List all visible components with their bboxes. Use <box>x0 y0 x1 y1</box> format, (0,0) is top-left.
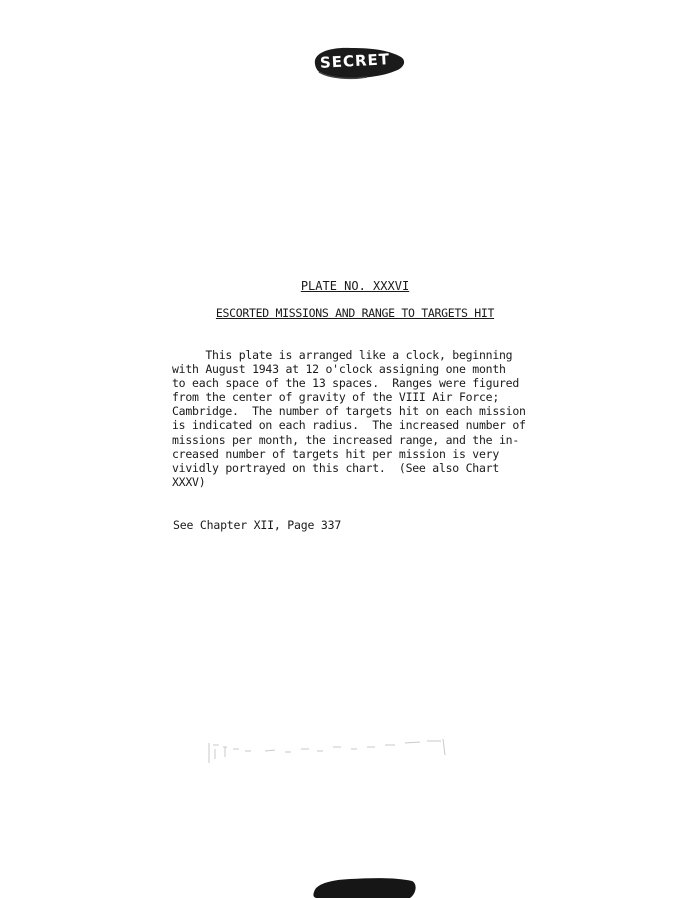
body-line: missions per month, the increased range, and the in- <box>172 432 520 447</box>
body-line: from the center of gravity of the VIII Air Force; <box>172 390 500 405</box>
bottom-ink-blob <box>310 872 418 898</box>
body-line: Cambridge. The number of targets hit on each mission <box>172 404 526 419</box>
body-line: creased number of targets hit per mission is very <box>172 446 500 461</box>
body-line: with August 1943 at 12 o'clock assigning one month <box>172 362 506 377</box>
body-line: XXXV) <box>172 474 206 489</box>
body-line: to each space of the 13 spaces. Ranges were figured <box>172 376 520 391</box>
chapter-reference: See Chapter XII, Page 337 <box>173 518 342 532</box>
faint-bleed-through-marks <box>205 735 450 767</box>
secret-stamp <box>309 44 407 82</box>
bottom-ink-mark <box>310 872 418 898</box>
body-line: vividly portrayed on this chart. (See also Chart <box>172 460 500 475</box>
plate-number: PLATE NO. XXXVI <box>300 279 410 293</box>
secret-stamp-text: SECRET <box>319 50 391 72</box>
body-paragraph <box>172 348 572 489</box>
body-line: This plate is arranged like a clock, beginning <box>172 348 513 362</box>
body-line: is indicated on each radius. The increased number of <box>172 418 526 433</box>
plate-title: ESCORTED MISSIONS AND RANGE TO TARGETS HIT <box>215 306 495 320</box>
faint-marks-graphic <box>205 735 450 767</box>
